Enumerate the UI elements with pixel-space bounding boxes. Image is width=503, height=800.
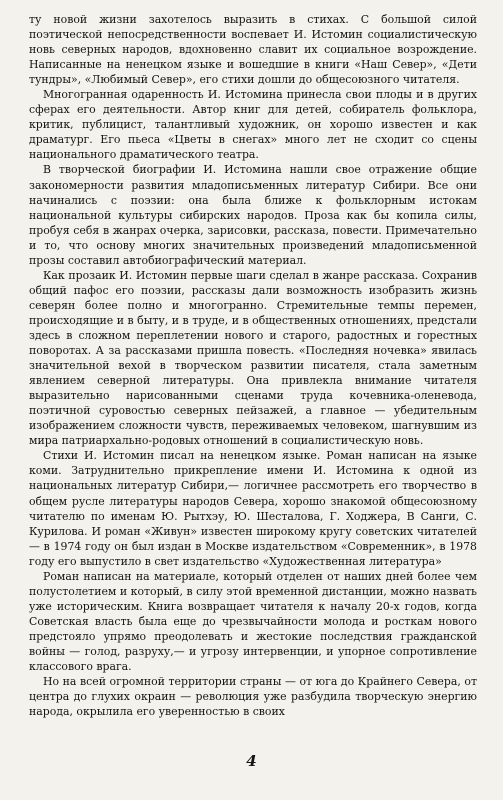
paragraph-6: Роман написан на материале, который отделен от наших дней более чем полустолетием и который, в силу этой временной дистанции, можно назвать уже историческим. Книга возвращает читателя к началу 20-х годов, когда Советская власть была еще до чрезвычайности молода и росткам нового предстояло упрямо преодолевать и жестокие последствия гражданской войны — голод, разруху,— и угрозу интервенции, и упорное сопротивление классового врага.	[29, 569, 477, 674]
body-text	[29, 12, 477, 719]
page-number: 4	[246, 752, 257, 770]
paragraph-4: Как прозаик И. Истомин первые шаги сделал в жанре рассказа. Сохранив общий пафос его поэзии, рассказы дали возможность изобразить жизнь северян более полно и многогранно. Стремительные темпы перемен, происходящие и в быту, и в труде, и в общественных отношениях, предстали здесь в сложном переплетении нового и старого, радостных и горестных поворотах. А за рассказами пришла повесть. «Последняя ночевка» явилась значительной вехой в творческом развитии писателя, стала заметным явлением северной литературы. Она привлекла внимание читателя выразительно нарисованными сценами труда кочевника-оленевода, поэтичной суровостью северных пейзажей, а главное — убедительным изображением сложности чувств, переживаемых человеком, шагнувшим из мира патриархально-родовых отношений в социалистическую новь.	[29, 268, 477, 448]
paragraph-5: Стихи И. Истомин писал на ненецком языке. Роман написан на языке коми. Затруднительно прикрепление имени И. Истомина к одной из национальных литератур Сибири,— логичнее рассмотреть его творчество в общем русле литературы народов Севера, хорошо знакомой общесоюзному читателю по именам Ю. Рытхэу, Ю. Шесталова, Г. Ходжера, В Санги, С. Курилова. И роман «Живун» известен широкому кругу советских читателей — в 1974 году он был издан в Москве издательством «Современник», в 1978 году его выпустило в свет издательство «Художественная литература»	[29, 449, 477, 568]
paragraph-7: Но на всей огромной территории страны — от юга до Крайнего Севера, от центра до глухих окраин — революция уже разбудила творческую энергию народа, окрылила его уверенностью в своих	[29, 675, 477, 719]
paragraph-1: ту новой жизни захотелось выразить в стихах. С большой силой поэтической непосредственности воспевает И. Истомин социалистическую новь северных народов, вдохновенно славит их социальное возрождение. Написанные на ненецком языке и вошедшие в книги «Наш Север», «Дети тундры», «Любимый Север», его стихи дошли до общесоюзного читателя.	[29, 13, 477, 87]
paragraph-2: Многогранная одаренность И. Истомина принесла свои плоды и в других сферах его деятельности. Автор книг для детей, собиратель фольклора, критик, публицист, талантливый художник, он хорошо известен и как драматург. Его пьеса «Цветы в снегах» много лет не сходит со сцены национального драматического театра.	[29, 88, 477, 162]
paragraph-3: В творческой биографии И. Истомина нашли свое отражение общие закономерности развития младописьменных литератур Сибири. Все они начинались с поэзии: она была ближе к фольклорным истокам национальной культуры сибирских народов. Проза как бы копила силы, пробуя себя в жанрах очерка, зарисовки, рассказа, повести. Примечательно и то, что основу многих значительных произведений младописьменной прозы составил автобиографический материал.	[29, 163, 477, 267]
